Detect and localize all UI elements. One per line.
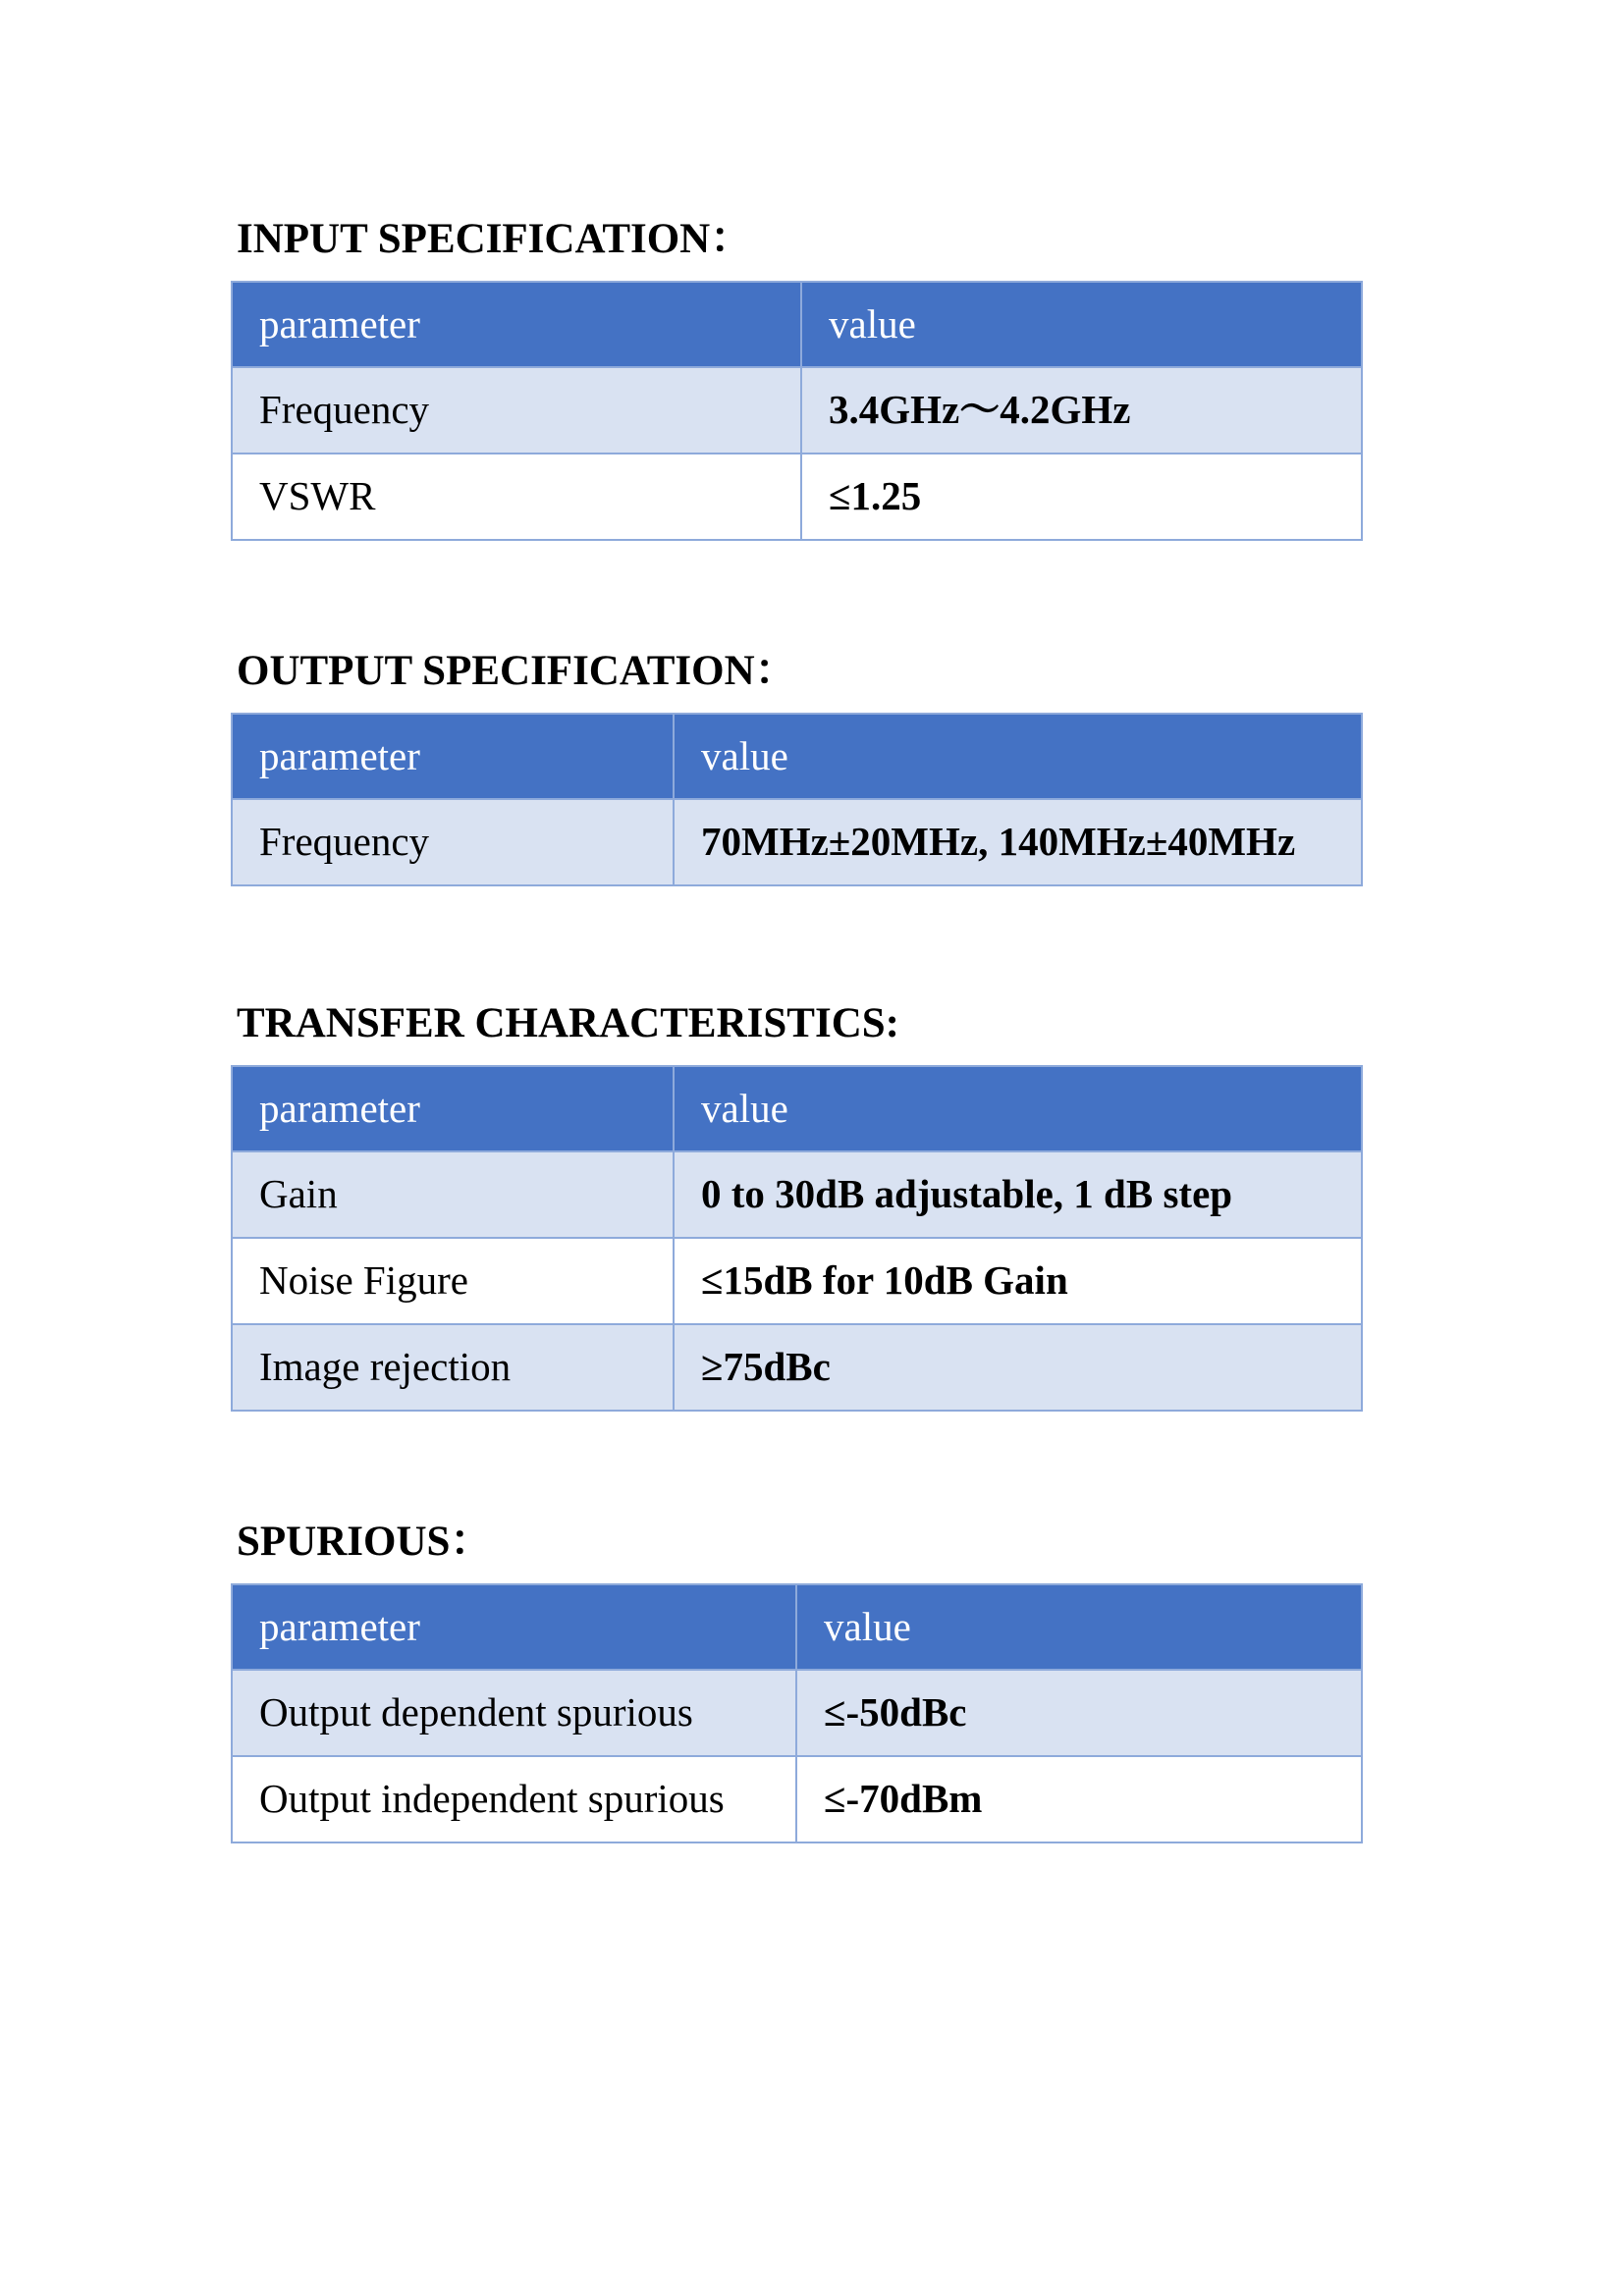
column-header-parameter: parameter [232, 282, 801, 367]
table-header-row [232, 1584, 1362, 1670]
table-row [232, 1324, 1362, 1411]
table-header-row [232, 1066, 1362, 1151]
table-row [232, 367, 1362, 454]
column-header-value: value [796, 1584, 1362, 1670]
param-cell: Gain [232, 1151, 674, 1238]
table-header-row [232, 714, 1362, 799]
input-specification-table [231, 281, 1363, 541]
document-content [231, 215, 1363, 1843]
param-cell: Output independent spurious [232, 1756, 796, 1842]
value-cell: 3.4GHz～4.2GHz [801, 367, 1362, 454]
table-header-row [232, 282, 1362, 367]
table-row [232, 1756, 1362, 1842]
value-cell: ≤15dB for 10dB Gain [674, 1238, 1362, 1324]
value-cell: ≤-50dBc [796, 1670, 1362, 1756]
spurious-table [231, 1583, 1363, 1843]
param-cell: Noise Figure [232, 1238, 674, 1324]
output-specification-table [231, 713, 1363, 886]
value-cell: 70MHz±20MHz, 140MHz±40MHz [674, 799, 1362, 885]
section-title-spurious: SPURIOUS： [237, 1519, 493, 1565]
value-cell: ≤-70dBm [796, 1756, 1362, 1842]
section-title-input-specification: INPUT SPECIFICATION： [237, 216, 753, 262]
value-cell: ≥75dBc [674, 1324, 1362, 1411]
table-row [232, 1670, 1362, 1756]
table-row [232, 799, 1362, 885]
column-header-value: value [674, 1066, 1362, 1151]
value-cell: 0 to 30dB adjustable, 1 dB step [674, 1151, 1362, 1238]
column-header-value: value [674, 714, 1362, 799]
column-header-parameter: parameter [232, 1584, 796, 1670]
table-row [232, 1238, 1362, 1324]
param-cell: Output dependent spurious [232, 1670, 796, 1756]
param-cell: Image rejection [232, 1324, 674, 1411]
section-title-transfer-characteristics: TRANSFER CHARACTERISTICS: [237, 1000, 899, 1046]
section-title-output-specification: OUTPUT SPECIFICATION： [237, 648, 797, 694]
param-cell: Frequency [232, 367, 801, 454]
param-cell: Frequency [232, 799, 674, 885]
column-header-parameter: parameter [232, 714, 674, 799]
transfer-characteristics-table [231, 1065, 1363, 1412]
column-header-parameter: parameter [232, 1066, 674, 1151]
column-header-value: value [801, 282, 1362, 367]
table-row [232, 1151, 1362, 1238]
param-cell: VSWR [232, 454, 801, 540]
table-row [232, 454, 1362, 540]
value-cell: ≤1.25 [801, 454, 1362, 540]
